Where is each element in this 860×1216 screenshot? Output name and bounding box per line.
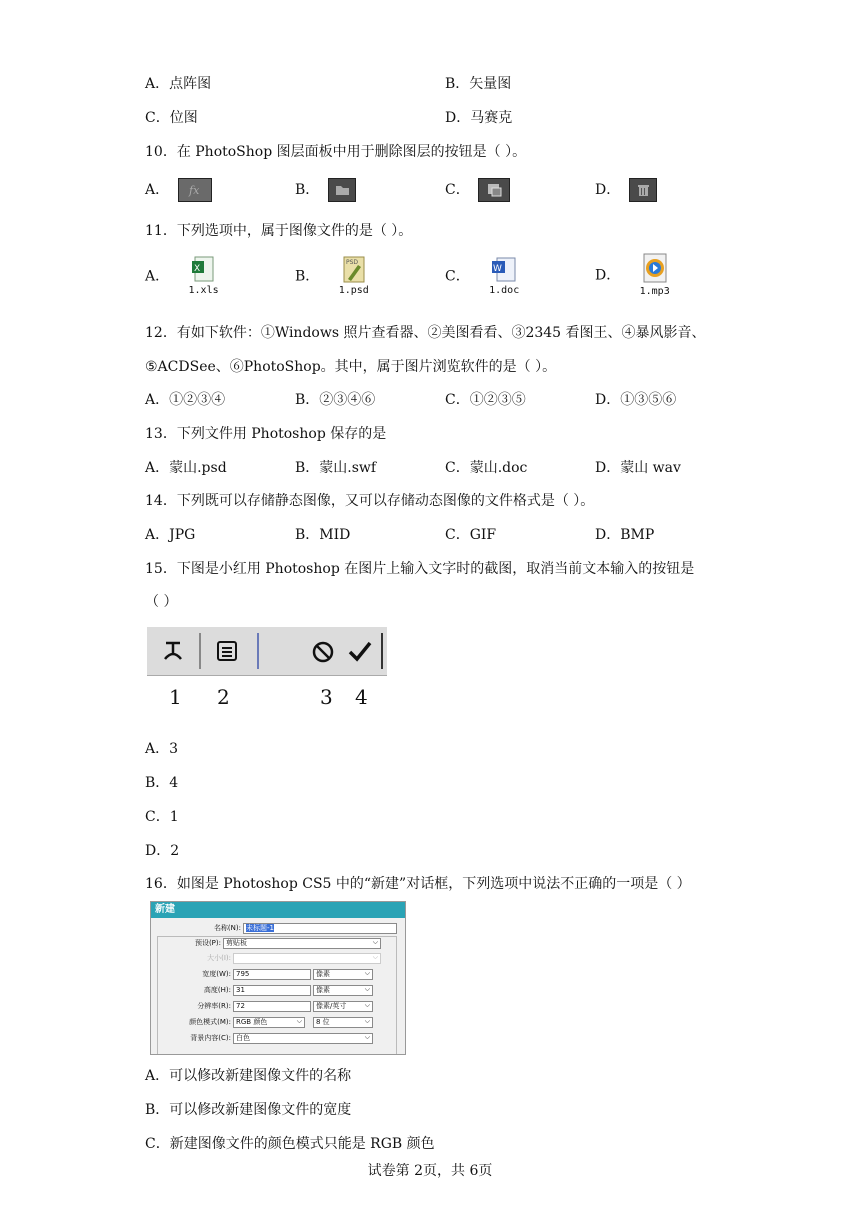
q15-stem-line1: 15．下图是小红用 Photoshop 在图片上输入文字时的截图，取消当前文本输入的按钮是 <box>145 561 695 577</box>
psd-file-icon <box>324 255 384 296</box>
mp3-file-icon <box>625 252 685 297</box>
new-layer-icon <box>478 178 510 202</box>
toolbar-screenshot <box>147 627 387 717</box>
name-field: 未标题-1 <box>243 923 397 934</box>
q15-option-d: D．2 <box>145 843 180 859</box>
commit-check-icon <box>347 640 373 668</box>
toolbar-label-2: 2 <box>217 685 230 709</box>
doc-file-name: 1.doc <box>489 285 520 296</box>
panel-toggle-icon <box>215 639 239 667</box>
warp-text-icon <box>161 637 185 669</box>
q16-option-c: C．新建图像文件的颜色模式只能是 RGB 颜色 <box>145 1136 435 1152</box>
q16-stem: 16．如图是 Photoshop CS5 中的“新建”对话框，下列选项中说法不正确的一项是（ ） <box>145 876 691 892</box>
bit-depth-select: 8 位 ⌵ <box>313 1017 373 1028</box>
svg-text:fx: fx <box>188 184 199 197</box>
q11-option-b: B． PSD 1.psd <box>295 255 384 296</box>
q13-option-d: D．蒙山 wav <box>595 460 681 476</box>
height-unit-select: 像素 ⌵ <box>313 985 373 996</box>
q12-stem-line1: 12．有如下软件：①Windows 照片查看器、②美图看看、③2345 看图王、④暴风影音、 <box>145 325 706 341</box>
resolution-field: 72 <box>233 1001 311 1012</box>
color-mode-label: 颜色模式(M): <box>189 1018 231 1026</box>
toolbar-separator <box>257 633 259 669</box>
mp3-file-name: 1.mp3 <box>639 286 670 297</box>
q12-option-d: D．①③⑤⑥ <box>595 392 677 408</box>
q11-stem: 11．下列选项中，属于图像文件的是（ ）。 <box>145 223 413 239</box>
dialog-title: 新建 <box>151 902 405 918</box>
q15-option-c: C．1 <box>145 809 179 825</box>
q12-stem-line2: ⑤ACDSee、⑥PhotoShop。其中，属于图片浏览软件的是（ ）。 <box>145 359 557 375</box>
q11-option-d: D． 1.mp3 <box>595 252 685 297</box>
q9-option-d: D．马赛克 <box>445 110 513 126</box>
cancel-icon <box>311 640 335 668</box>
q10-option-d: D． <box>595 178 657 202</box>
q14-option-b: B．MID <box>295 527 351 543</box>
q13-option-b: B．蒙山.swf <box>295 460 377 476</box>
xls-file-name: 1.xls <box>188 285 219 296</box>
q11-option-a: A． X 1.xls <box>145 255 234 296</box>
resolution-label: 分辨率(R): <box>197 1002 231 1010</box>
q9-option-b: B．矢量图 <box>445 76 512 92</box>
svg-text:W: W <box>493 264 503 274</box>
text-toolbar <box>147 627 387 676</box>
height-label: 高度(H): <box>203 986 231 994</box>
svg-text:X: X <box>193 264 200 274</box>
q9-option-c: C．位图 <box>145 110 198 126</box>
page-footer: 试卷第 2页，共 6页 <box>367 1163 493 1179</box>
preset-select: 剪贴板 ⌵ <box>223 938 381 949</box>
q13-option-a: A．蒙山.psd <box>145 460 227 476</box>
fx-icon <box>178 178 212 202</box>
q12-option-b: B．②③④⑥ <box>295 392 376 408</box>
preset-label: 预设(P): <box>194 939 221 947</box>
q14-stem: 14．下列既可以存储静态图像，又可以存储动态图像的文件格式是（ ）。 <box>145 493 595 509</box>
height-field: 31 <box>233 985 311 996</box>
width-label: 宽度(W): <box>202 970 231 978</box>
size-select <box>233 953 381 964</box>
color-mode-select: RGB 颜色 ⌵ <box>233 1017 305 1028</box>
size-label: 大小(I): <box>207 954 231 962</box>
name-label: 名称(N): <box>213 924 241 932</box>
q13-stem: 13．下列文件用 Photoshop 保存的是 <box>145 426 387 442</box>
q12-option-c: C．①②③⑤ <box>445 392 526 408</box>
toolbar-separator <box>199 633 201 669</box>
q13-option-c: C．蒙山.doc <box>445 460 528 476</box>
svg-text:PSD: PSD <box>345 259 358 266</box>
doc-file-icon <box>474 255 534 296</box>
new-document-dialog <box>150 901 406 1055</box>
q10-option-a: A． fx <box>145 178 212 202</box>
q16-option-a: A．可以修改新建图像文件的名称 <box>145 1068 352 1084</box>
q14-option-d: D．BMP <box>595 527 655 543</box>
q10-option-b: B． <box>295 178 356 202</box>
resolution-unit-select: 像素/英寸 ⌵ <box>313 1001 373 1012</box>
q11-option-c: C． W 1.doc <box>445 255 534 296</box>
q16-option-b: B．可以修改新建图像文件的宽度 <box>145 1102 352 1118</box>
folder-icon <box>328 178 356 202</box>
q15-option-b: B．4 <box>145 775 179 791</box>
width-field: 795 <box>233 969 311 980</box>
q12-option-a: A．①②③④ <box>145 392 226 408</box>
psd-file-name: 1.psd <box>338 285 369 296</box>
background-select: 白色 ⌵ <box>233 1033 373 1044</box>
q14-option-a: A．JPG <box>145 527 196 543</box>
background-label: 背景内容(C): <box>190 1034 231 1042</box>
toolbar-separator <box>381 633 383 669</box>
toolbar-label-4: 4 <box>355 685 368 709</box>
q14-option-c: C．GIF <box>445 527 497 543</box>
toolbar-label-1: 1 <box>169 685 182 709</box>
trash-icon <box>629 178 657 202</box>
width-unit-select: 像素 ⌵ <box>313 969 373 980</box>
q10-stem: 10．在 PhotoShop 图层面板中用于删除图层的按钮是（ ）。 <box>145 144 527 160</box>
toolbar-label-3: 3 <box>320 685 333 709</box>
q15-option-a: A．3 <box>145 741 179 757</box>
xls-file-icon <box>174 255 234 296</box>
q10-option-c: C． <box>445 178 510 202</box>
q9-option-a: A．点阵图 <box>145 76 212 92</box>
q15-stem-line2: （ ） <box>145 594 178 610</box>
